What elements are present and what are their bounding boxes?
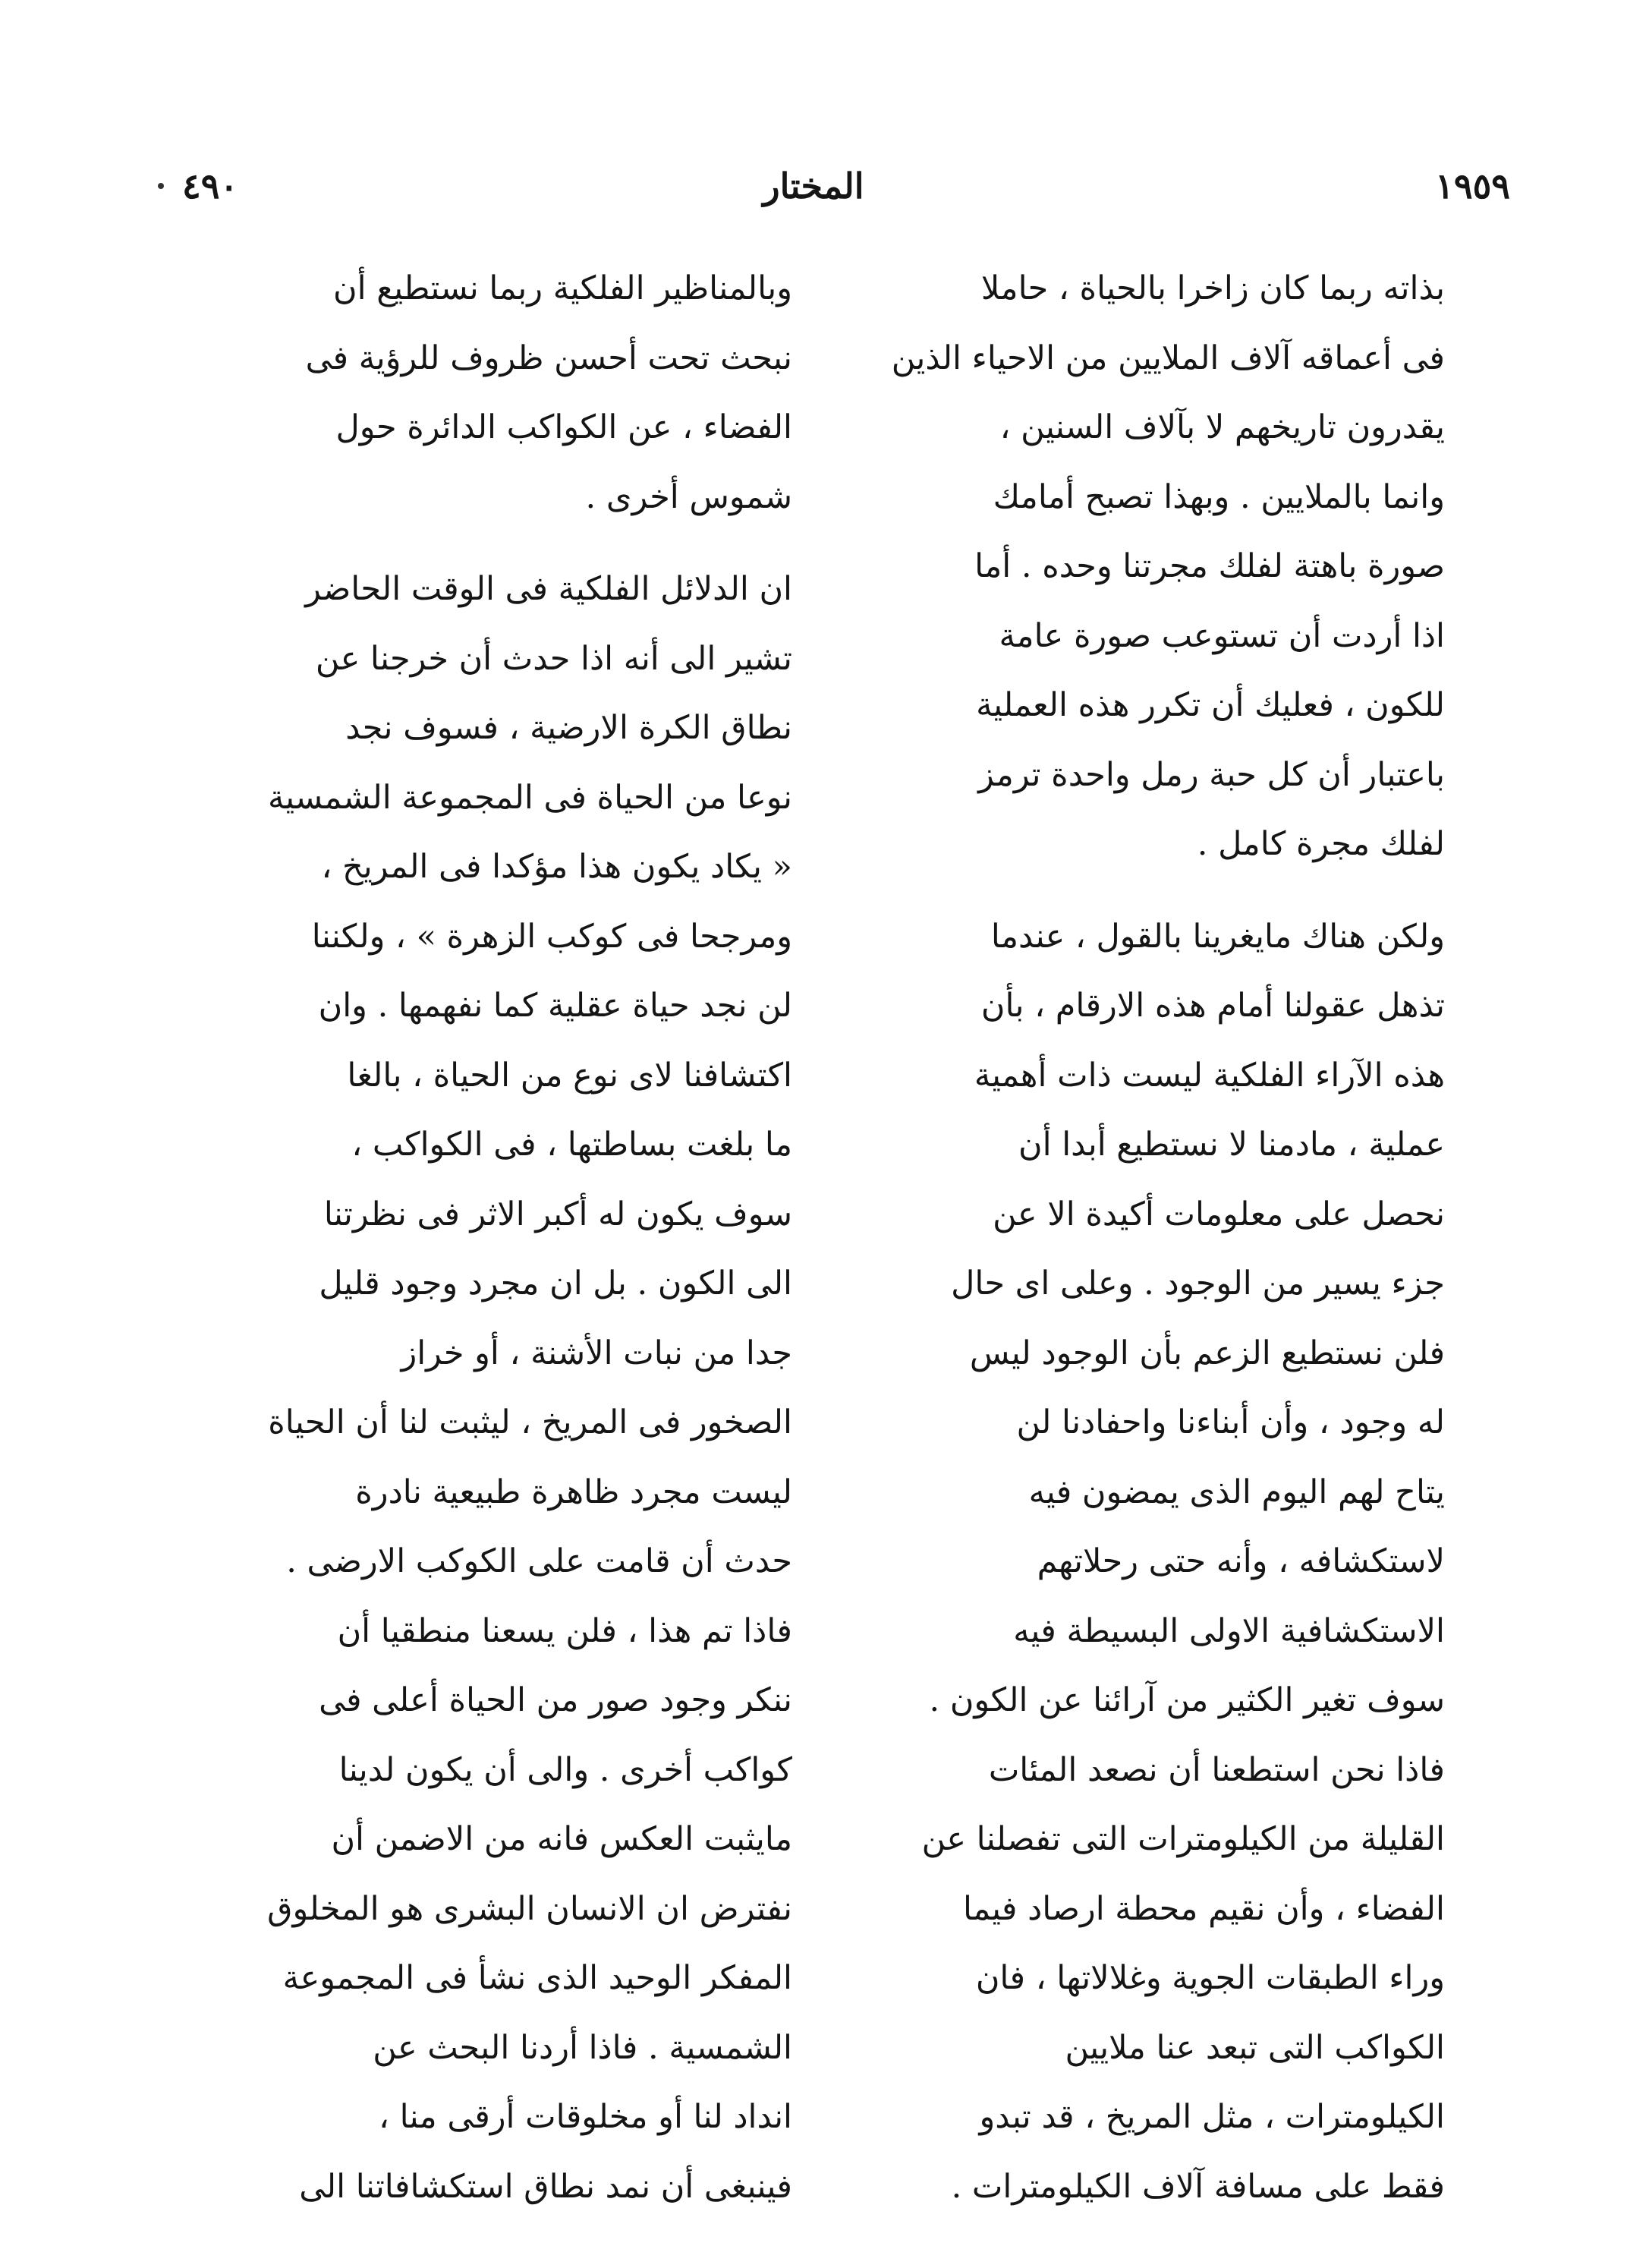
text-line: حدث أن قامت على الكوكب الارضى . (286, 1542, 792, 1580)
text-line: تذهل عقولنا أمام هذه الارقام ، بأن (980, 987, 1445, 1025)
text-line: تشير الى أنه اذا حدث أن خرجنا عن (315, 639, 792, 678)
text-line: ولكن هناك مايغرينا بالقول ، عندما (990, 917, 1445, 956)
text-line: اكتشافنا لاى نوع من الحياة ، بالغا (347, 1056, 792, 1095)
text-line: سوف يكون له أكبر الاثر فى نظرتنا (323, 1195, 792, 1233)
text-line: الفضاء ، وأن نقيم محطة ارصاد فيما (963, 1889, 1445, 1928)
text-line: وانما بالملايين . وبهذا تصبح أمامك (993, 477, 1445, 516)
text-line: نفترض ان الانسان البشرى هو المخلوق (267, 1889, 792, 1928)
paragraph (829, 254, 1445, 880)
header-year: ١٩٥٩ (1435, 165, 1510, 206)
text-line: فلن نستطيع الزعم بأن الوجود ليس (969, 1334, 1445, 1372)
text-line: فينبغى أن نمد نطاق استكشافاتنا الى (299, 2167, 792, 2206)
text-line: نطاق الكرة الارضية ، فسوف نجد (345, 709, 792, 747)
text-line: الاستكشافية الاولى البسيطة فيه (1013, 1611, 1445, 1650)
text-line: صورة باهتة لفلك مجرتنا وحده . أما (974, 547, 1445, 585)
header-title: المختار (763, 165, 864, 206)
text-line: شموس أخرى . (585, 477, 792, 516)
text-line: جدا من نبات الأشنة ، أو خراز (401, 1334, 792, 1372)
text-line: ان الدلائل الفلكية فى الوقت الحاضر (305, 570, 792, 608)
text-line: المفكر الوحيد الذى نشأ فى المجموعة (282, 1959, 792, 1997)
text-line: وراء الطبقات الجوية وغلالاتها ، فان (975, 1959, 1445, 1997)
text-line: مايثبت العكس فانه من الاضمن أن (331, 1820, 792, 1858)
text-line: فقط على مسافة آلاف الكيلومترات . (951, 2167, 1445, 2206)
text-line: الى الكون . بل ان مجرد وجود قليل (319, 1265, 792, 1303)
text-line: عملية ، مادمنا لا نستطيع أبدا أن (1018, 1126, 1445, 1164)
text-line: ما بلغت بساطتها ، فى الكواكب ، (351, 1126, 792, 1164)
text-line: « يكاد يكون هذا مؤكدا فى المريخ ، (321, 848, 792, 886)
text-line: للكون ، فعليك أن تكرر هذه العملية (976, 686, 1445, 724)
text-line: يقدرون تاريخهم لا بآلاف السنين ، (999, 408, 1445, 446)
text-line: اذا أردت أن تستوعب صورة عامة (999, 616, 1445, 655)
paragraph (829, 902, 1445, 2222)
text-line: ومرجحا فى كوكب الزهرة » ، ولكننا (311, 917, 792, 956)
paragraph (176, 254, 792, 532)
text-line: القليلة من الكيلومترات التى تفصلنا عن (921, 1820, 1445, 1858)
text-line: له وجود ، وأن أبناءنا واحفادنا لن (1016, 1403, 1445, 1441)
text-line: ليست مجرد ظاهرة طبيعية نادرة (355, 1473, 792, 1511)
text-line: الشمسية . فاذا أردنا البحث عن (373, 2028, 792, 2067)
text-line: الكواكب التى تبعد عنا ملايين (1065, 2028, 1445, 2067)
text-line: فاذا نحن استطعنا أن نصعد المئات (988, 1750, 1445, 1789)
text-line: فى أعماقه آلاف الملايين من الاحياء الذين (891, 339, 1445, 377)
text-line: لفلك مجرة كامل . (1197, 825, 1445, 863)
text-line: كواكب أخرى . والى أن يكون لدينا (338, 1750, 792, 1789)
text-column-right (829, 254, 1445, 2222)
text-line: انداد لنا أو مخلوقات أرقى منا ، (379, 2098, 792, 2136)
text-line: لن نجد حياة عقلية كما نفهمها . وان (318, 987, 792, 1025)
text-line: هذه الآراء الفلكية ليست ذات أهمية (974, 1056, 1445, 1095)
running-header (0, 156, 1627, 216)
text-line: جزء يسير من الوجود . وعلى اى حال (951, 1265, 1445, 1303)
text-line: الصخور فى المريخ ، ليثبت لنا أن الحياة (268, 1403, 792, 1441)
text-line: الكيلومترات ، مثل المريخ ، قد تبدو (979, 2098, 1445, 2136)
text-line: سوف تغير الكثير من آرائنا عن الكون . (929, 1681, 1445, 1719)
text-line: الفضاء ، عن الكواكب الدائرة حول (335, 408, 792, 446)
text-line: باعتبار أن كل حبة رمل واحدة ترمز (978, 755, 1445, 794)
text-line: لاستكشافه ، وأنه حتى رحلاتهم (1037, 1542, 1445, 1580)
page-number: ٤٩٠ (182, 165, 239, 206)
text-column-left (176, 254, 792, 2222)
text-line: نحصل على معلومات أكيدة الا عن (993, 1195, 1445, 1233)
text-line: نوعا من الحياة فى المجموعة الشمسية (268, 778, 792, 817)
paragraph (176, 555, 792, 2222)
text-line: بذاته ربما كان زاخرا بالحياة ، حاملا (980, 269, 1445, 307)
text-line: ننكر وجود صور من الحياة أعلى فى (319, 1681, 792, 1719)
margin-dot (158, 183, 164, 189)
text-line: يتاح لهم اليوم الذى يمضون فيه (1028, 1473, 1445, 1511)
text-line: نبحث تحت أحسن ظروف للرؤية فى (305, 339, 792, 377)
text-line: وبالمناظير الفلكية ربما نستطيع أن (333, 269, 792, 307)
text-line: فاذا تم هذا ، فلن يسعنا منطقيا أن (337, 1611, 792, 1650)
